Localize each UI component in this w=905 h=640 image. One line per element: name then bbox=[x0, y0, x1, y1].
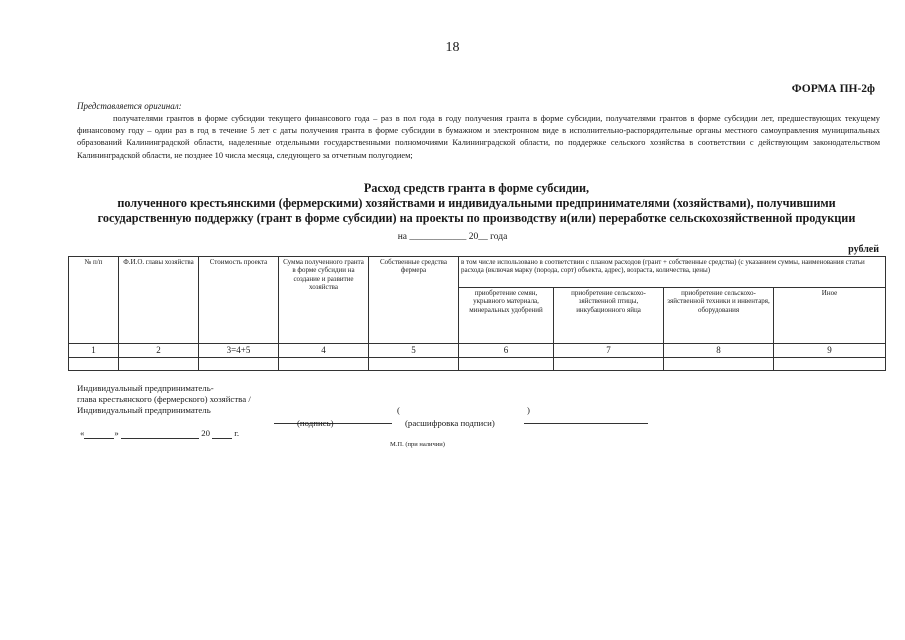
date-year: 20__ bbox=[468, 232, 488, 242]
page-number: 18 bbox=[445, 40, 460, 55]
signer-line-3: Индивидуальный предприниматель bbox=[77, 405, 211, 415]
signer-line-1: Индивидуальный предприниматель- bbox=[77, 383, 214, 393]
date-close-quote: » bbox=[114, 428, 119, 438]
signature-decode-field[interactable] bbox=[524, 412, 648, 424]
header-number: № п/п bbox=[69, 257, 119, 344]
date-line bbox=[0, 232, 905, 242]
column-number: 3=4+5 bbox=[199, 344, 279, 358]
header-own-funds: Собственные средства фермера bbox=[369, 257, 459, 344]
table-row bbox=[69, 358, 886, 371]
subheader-poultry: приобретение сельскохо-зяйственной птицы, инкубационного яйца bbox=[554, 288, 664, 344]
stamp-placeholder: М.П. (при наличии) bbox=[390, 441, 445, 448]
title-line-2: полученного крестьянскими (фермерскими) хозяйствами и индивидуальными предпринимателями (хозяйствами), получившими bbox=[117, 196, 836, 210]
form-code: ФОРМА ПН-2ф bbox=[791, 83, 875, 95]
column-number: 4 bbox=[279, 344, 369, 358]
column-number: 8 bbox=[664, 344, 774, 358]
date-blank: ____________ bbox=[409, 232, 467, 242]
units-label: рублей bbox=[848, 244, 879, 255]
expense-table bbox=[68, 256, 886, 371]
close-paren: ) bbox=[527, 405, 530, 415]
header-project-cost: Стоимость проекта bbox=[199, 257, 279, 344]
date-prefix: на bbox=[397, 232, 407, 242]
column-number: 7 bbox=[554, 344, 664, 358]
subheader-seeds: приобретение семян, укрывного материала, минеральных удобрений bbox=[459, 288, 554, 344]
subheader-other: Иное bbox=[774, 288, 886, 344]
note-label: Представляется оригинал: bbox=[77, 101, 182, 111]
date-year-suffix: г. bbox=[234, 428, 240, 438]
signature-date bbox=[80, 428, 239, 439]
date-year-prefix: 20 bbox=[201, 428, 211, 438]
subheader-machinery: приобретение сельскохо-зяйственной техники и инвентаря, оборудования bbox=[664, 288, 774, 344]
signer-line-2: глава крестьянского (фермерского) хозяйства / bbox=[77, 394, 251, 404]
date-open-quote: « bbox=[80, 428, 85, 438]
month-field[interactable] bbox=[121, 428, 199, 439]
column-number: 6 bbox=[459, 344, 554, 358]
title-line-3: государственную поддержку (грант в форме субсидии) на проекты по производству и(или) переработке сельскохозяйственной продукции bbox=[97, 211, 856, 225]
header-group-usage: в том числе использовано в соответствии с планом расходов (грант + собственные средства) (с указанием суммы, наименования статьи расхода (включая марку (порода, сорт) объекта, адрес), возраста, количества, цены) bbox=[459, 257, 886, 288]
day-field[interactable] bbox=[84, 428, 114, 439]
document-title bbox=[60, 181, 893, 226]
column-number: 9 bbox=[774, 344, 886, 358]
column-number: 5 bbox=[369, 344, 459, 358]
column-number: 1 bbox=[69, 344, 119, 358]
title-line-1: Расход средств гранта в форме субсидии, bbox=[363, 181, 590, 195]
signature-caption: (подпись) bbox=[297, 418, 334, 428]
column-number: 2 bbox=[119, 344, 199, 358]
date-suffix: года bbox=[490, 232, 508, 242]
header-fio: Ф.И.О. главы хозяйства bbox=[119, 257, 199, 344]
year-field[interactable] bbox=[212, 428, 232, 439]
signer-label bbox=[77, 383, 251, 416]
open-paren: ( bbox=[397, 405, 400, 415]
header-grant-sum: Сумма полученного гранта в форме субсидии на создание и развитие хозяйства bbox=[279, 257, 369, 344]
intro-paragraph: получателями грантов в форме субсидии текущего финансового года – раз в пол года в году получения гранта в форме субсидии, получателями грантов в форме субсидии лет, предшествующих текущему финансовому году – один раз в год в течение 5 лет с даты получения гранта в форме субсидии в бумажном и электронном виде в исполнительно-распорядительные органы местного самоуправления муниципальных образований Калининградской области, наделенные отдельными государственными полномочиями Калининградской области, по поддержке сельского хозяйства в соответствии с действующим законодательством Калининградской области, не позднее 10 числа месяца, следующего за отчетным полугодием; bbox=[77, 114, 880, 160]
signature-decode-caption: (расшифровка подписи) bbox=[405, 418, 495, 428]
